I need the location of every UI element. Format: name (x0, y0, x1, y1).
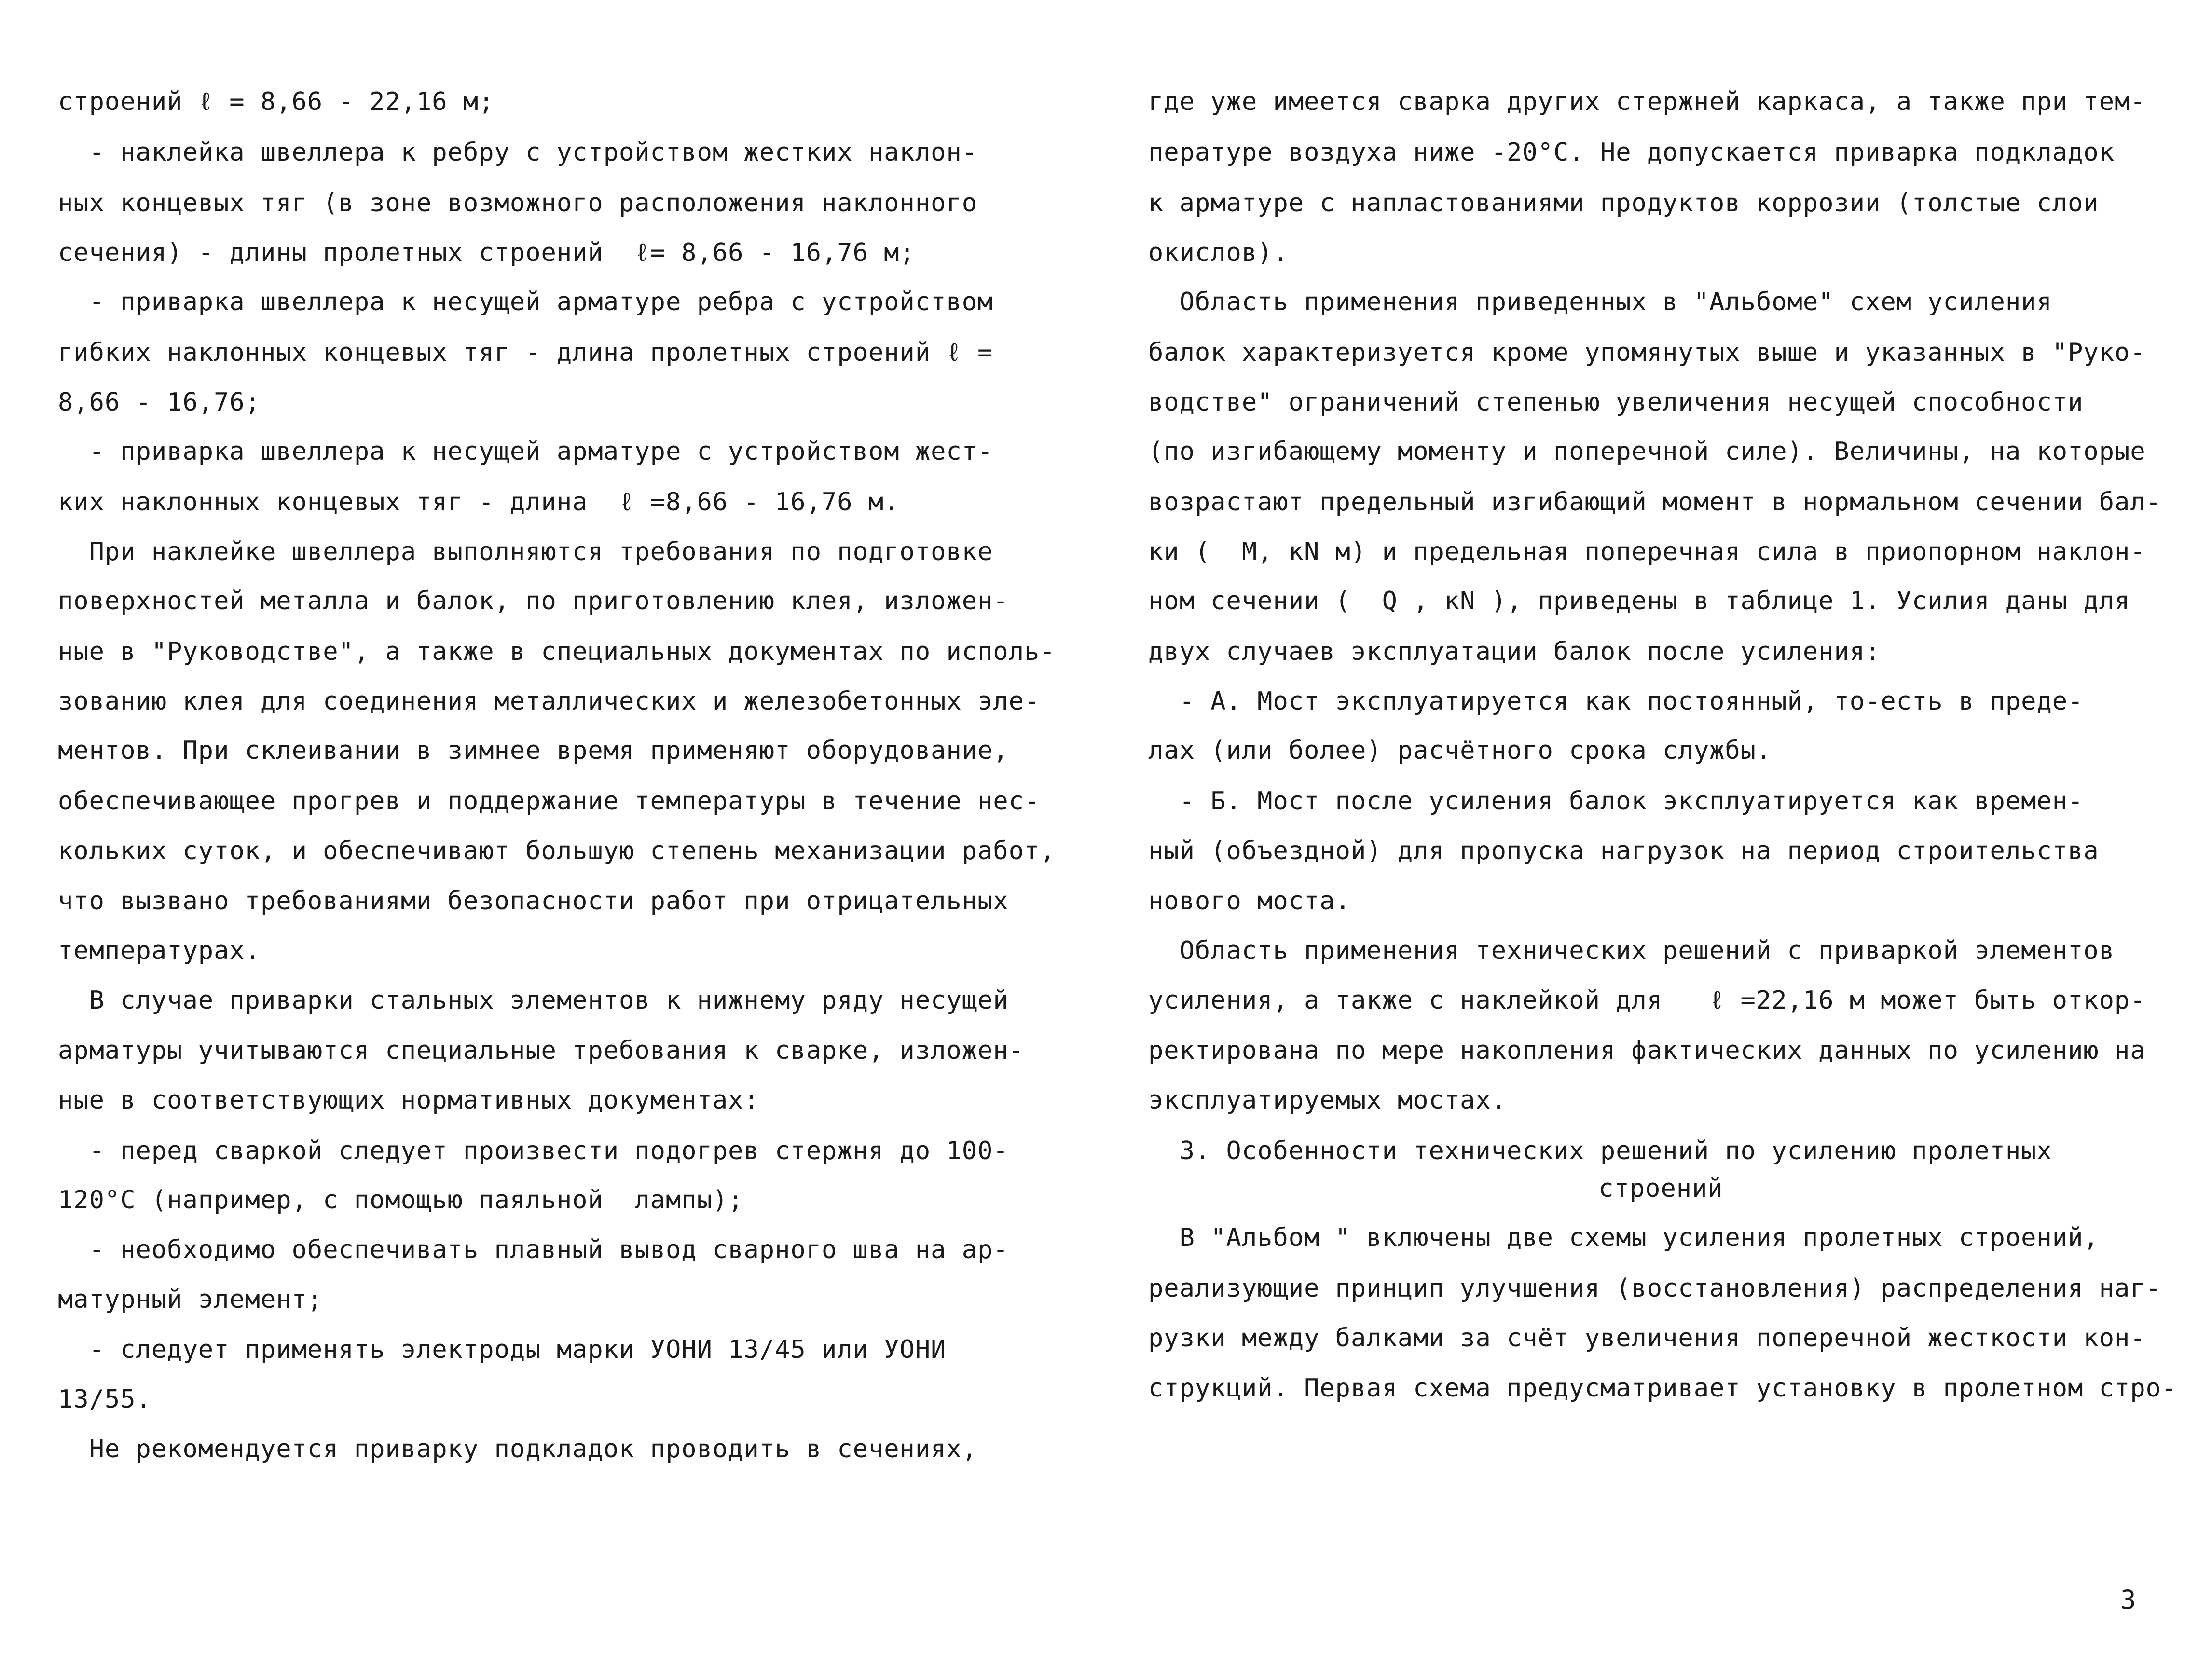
text-line: возрастают предельный изгибающий момент в нормальном сечении бал- (1148, 488, 2161, 517)
text-line: ном сечении ( Q , кN ), приведены в таблице 1. Усилия даны для (1148, 587, 2130, 616)
text-line: В "Альбом " включены две схемы усиления пролетных строений, (1148, 1223, 2099, 1252)
text-line: водстве" ограничений степенью увеличения несущей способности (1148, 388, 2084, 417)
text-line: поверхностей металла и балок, по приготовлению клея, изложен- (58, 587, 1009, 616)
text-line: температурах. (58, 936, 261, 965)
text-line: ный (объездной) для пропуска нагрузок на период строительства (1148, 836, 2099, 865)
text-line: двух случаев эксплуатации балок после усиления: (1148, 637, 1881, 666)
text-line: ких наклонных концевых тяг - длина ℓ =8,66 - 16,76 м. (58, 488, 900, 517)
text-line: - наклейка швеллера к ребру с устройством жестких наклон- (58, 138, 978, 167)
section-heading: 3. Особенности технических решений по усилению пролетных (1148, 1136, 2052, 1165)
text-line: ных концевых тяг (в зоне возможного расположения наклонного (58, 189, 978, 218)
text-line: к арматуре с напластованиями продуктов коррозии (толстые слои (1148, 189, 2099, 218)
text-line: При наклейке швеллера выполняются требования по подготовке (58, 537, 993, 566)
text-line: арматуры учитываются специальные требования к сварке, изложен- (58, 1036, 1025, 1065)
text-line: - А. Мост эксплуатируется как постоянный, то-есть в преде- (1148, 687, 2084, 716)
text-line: где уже имеется сварка других стержней каркаса, а также при тем- (1148, 87, 2146, 116)
text-line: что вызвано требованиями безопасности работ при отрицательных (58, 887, 1009, 916)
text-line: сечения) - длины пролетных строений ℓ= 8,66 - 16,76 м; (58, 238, 915, 267)
text-line: Не рекомендуется приварку подкладок проводить в сечениях, (58, 1435, 978, 1464)
text-line: матурный элемент; (58, 1285, 323, 1314)
text-line: - следует применять электроды марки УОНИ 13/45 или УОНИ (58, 1335, 947, 1364)
text-line: - приварка швеллера к несущей арматуре ребра с устройством (58, 287, 993, 316)
text-line: зованию клея для соединения металлических и железобетонных эле- (58, 687, 1040, 716)
text-line: окислов). (1148, 238, 1289, 267)
text-line: - перед сваркой следует произвести подогрев стержня до 100- (58, 1136, 1009, 1165)
text-line: эксплуатируемых мостах. (1148, 1086, 1507, 1115)
text-line: ные в "Руководстве", а также в специальных документах по исполь- (58, 637, 1056, 666)
text-line: Область применения приведенных в "Альбоме" схем усиления (1148, 287, 2052, 316)
text-line: усиления, а также с наклейкой для ℓ =22,16 м может быть откор- (1148, 986, 2146, 1015)
text-line: реализующие принцип улучшения (восстановления) распределения наг- (1148, 1274, 2161, 1303)
text-line: (по изгибающему моменту и поперечной силе). Величины, на которые (1148, 437, 2146, 466)
text-line: ректирована по мере накопления фактических данных по усилению на (1148, 1036, 2146, 1065)
text-line: обеспечивающее прогрев и поддержание температуры в течение нес- (58, 787, 1040, 816)
text-line: балок характеризуется кроме упомянутых выше и указанных в "Руко- (1148, 338, 2146, 367)
text-line: строений ℓ = 8,66 - 22,16 м; (58, 87, 495, 116)
text-line: - Б. Мост после усиления балок эксплуатируется как времен- (1148, 787, 2084, 816)
text-line: Область применения технических решений с приваркой элементов (1148, 936, 2115, 965)
section-heading-continued: строений (1598, 1174, 1723, 1203)
text-line: 8,66 - 16,76; (58, 388, 261, 417)
page-number: 3 (2120, 1585, 2136, 1615)
text-line: лах (или более) расчётного срока службы. (1148, 736, 1772, 765)
text-line: ные в соответствующих нормативных документах: (58, 1086, 759, 1115)
text-line: В случае приварки стальных элементов к нижнему ряду несущей (58, 986, 1009, 1015)
text-line: гибких наклонных концевых тяг - длина пролетных строений ℓ = (58, 338, 993, 367)
text-line: пературе воздуха ниже -20°С. Не допускается приварка подкладок (1148, 138, 2115, 167)
text-line: кольких суток, и обеспечивают большую степень механизации работ, (58, 836, 1056, 865)
text-line: 13/55. (58, 1385, 151, 1414)
text-line: - необходимо обеспечивать плавный вывод сварного шва на ар- (58, 1235, 1009, 1264)
text-line: 120°С (например, с помощью паяльной лампы); (58, 1186, 744, 1215)
text-line: ментов. При склеивании в зимнее время применяют оборудование, (58, 736, 1009, 765)
text-line: ки ( M, кN м) и предельная поперечная сила в приопорном наклон- (1148, 537, 2146, 566)
text-line: рузки между балками за счёт увеличения поперечной жесткости кон- (1148, 1324, 2146, 1353)
text-line: - приварка швеллера к несущей арматуре с устройством жест- (58, 437, 993, 466)
text-line: струкций. Первая схема предусматривает установку в пролетном стро- (1148, 1374, 2177, 1403)
text-line: нового моста. (1148, 887, 1351, 916)
